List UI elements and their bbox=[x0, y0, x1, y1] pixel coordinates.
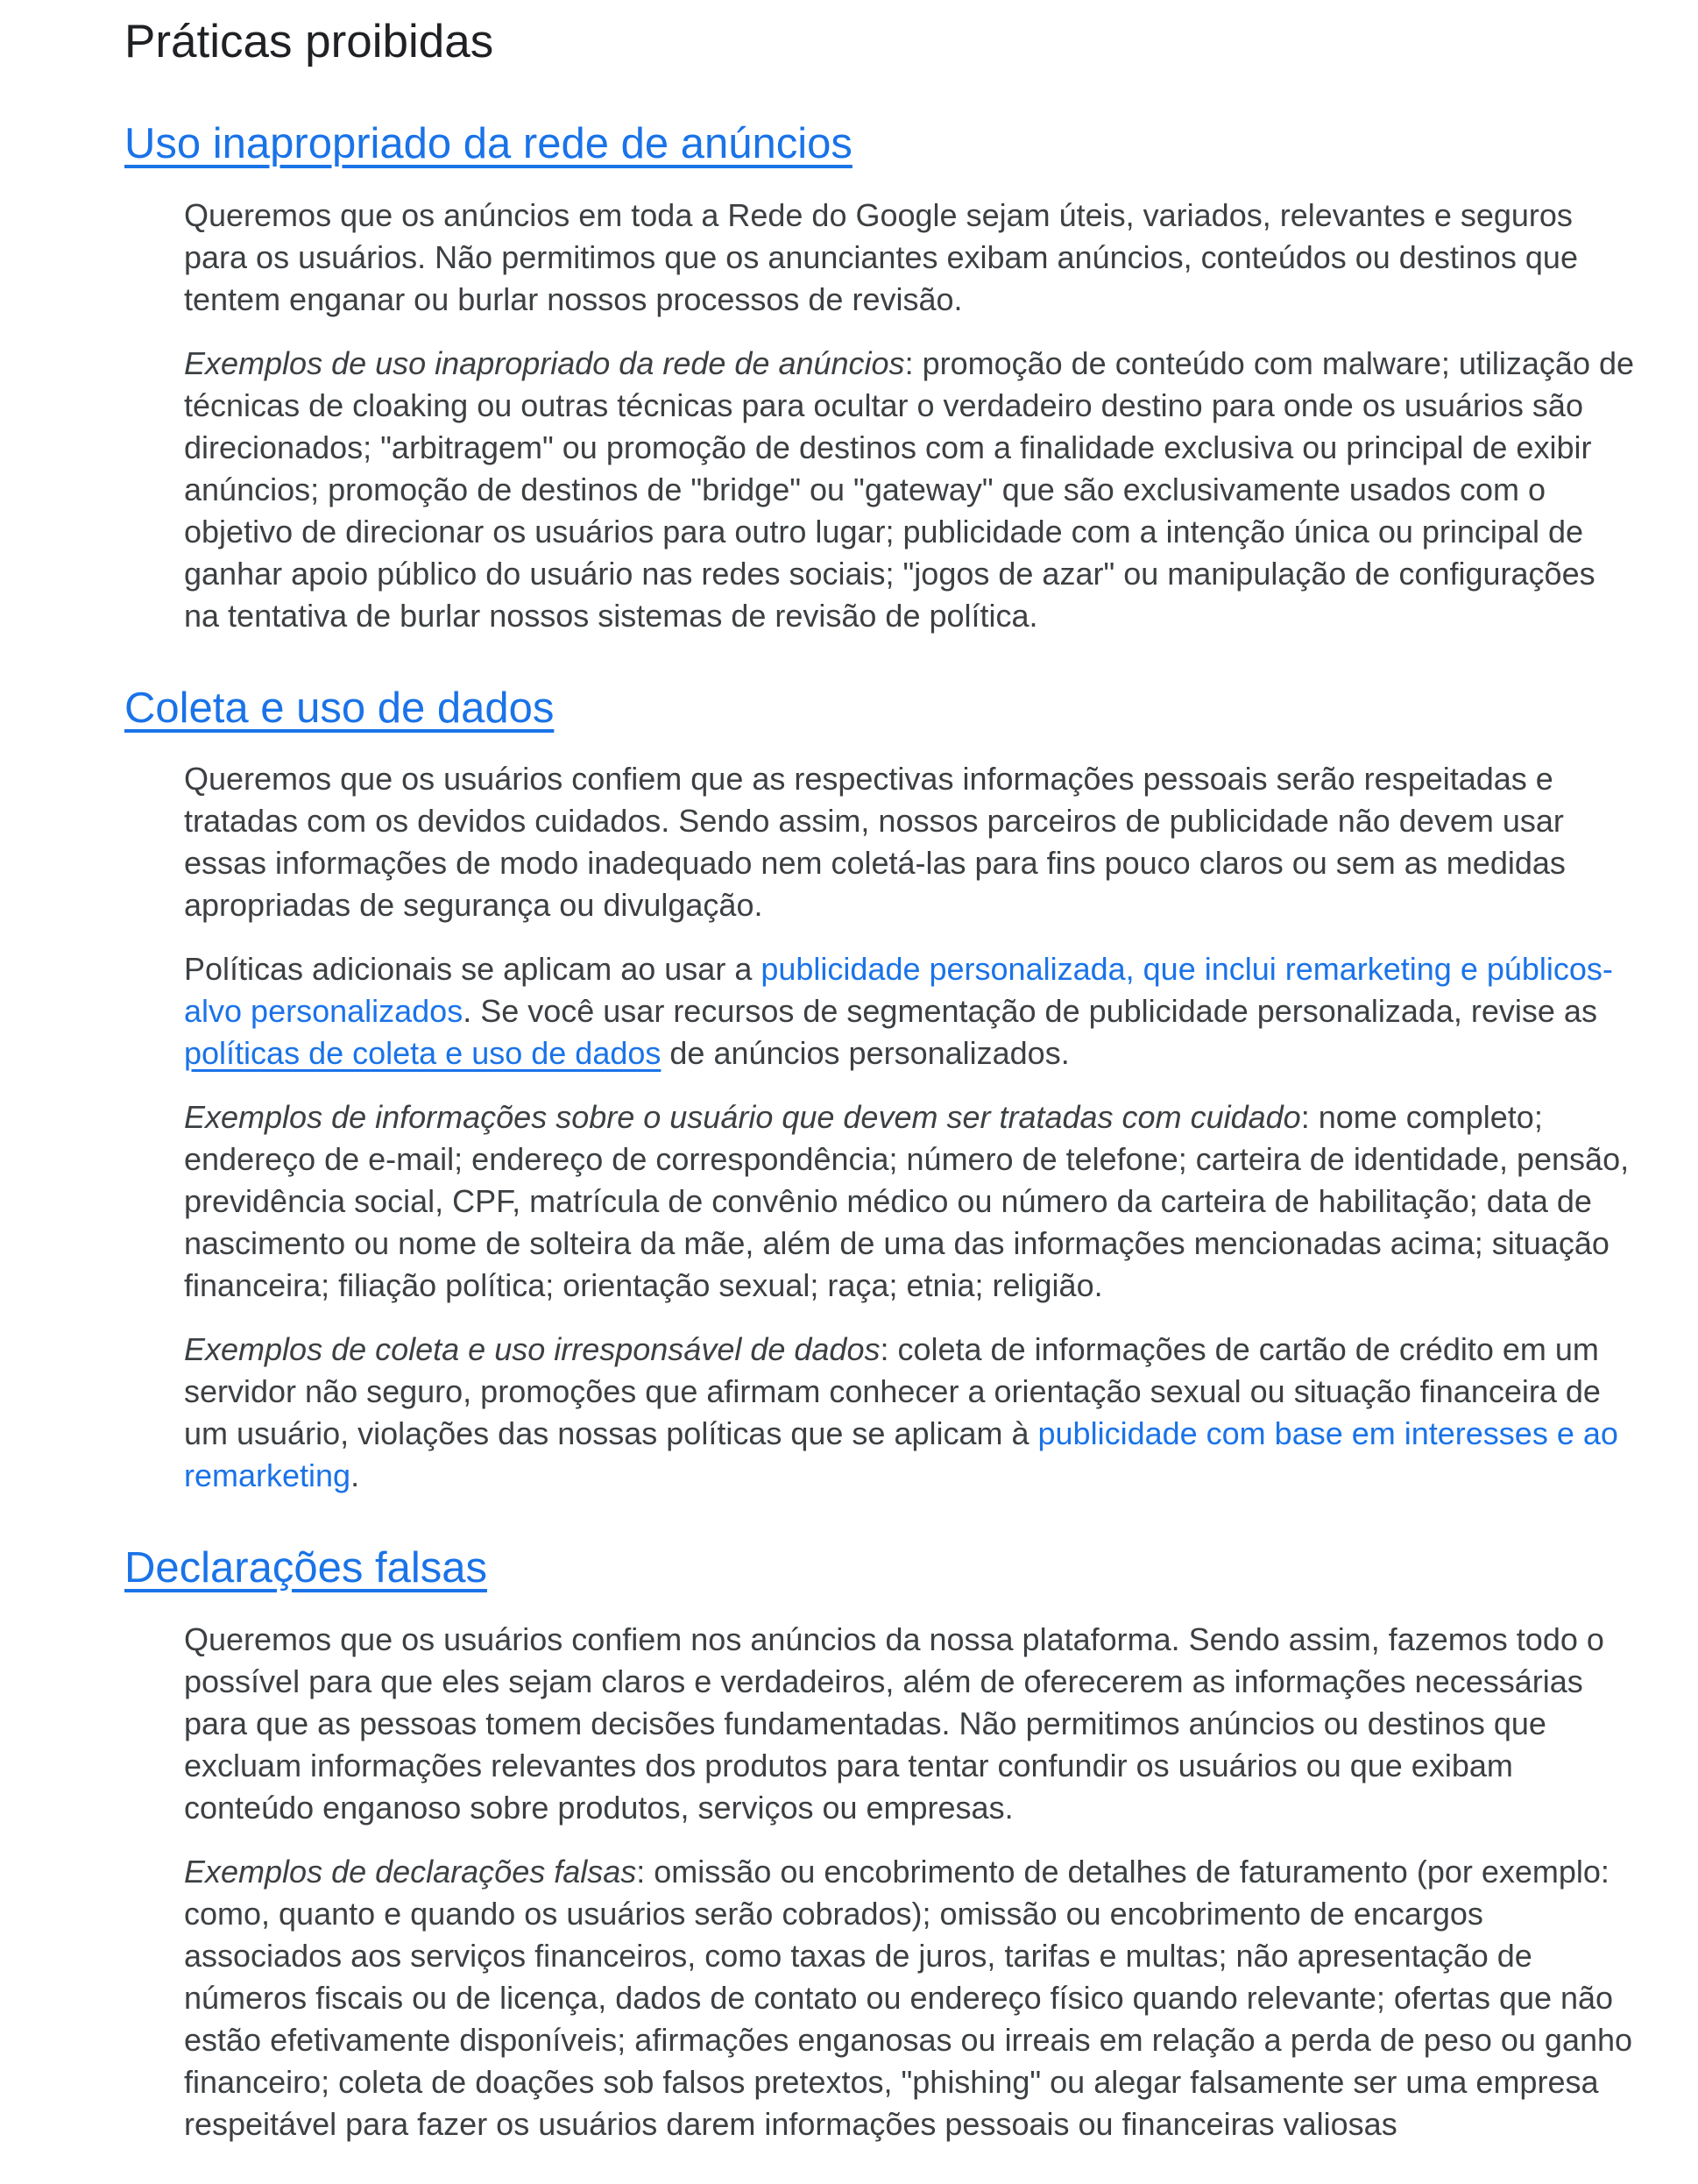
section-heading-link[interactable]: Uso inapropriado da rede de anúncios bbox=[124, 119, 853, 167]
body-paragraph bbox=[184, 1096, 1637, 1307]
policy-section bbox=[124, 683, 1637, 1498]
policy-section bbox=[124, 118, 1637, 637]
text-run: : nome completo; endereço de e-mail; endereço de correspondência; número de telefone; carteira de identidade, pensão, previdência social, CPF, matrícula de convênio médico ou número da carteira de habilitação; data de nascimento ou nome de solteira da mãe, além de uma das informações mencionadas acima; situação financeira; filiação política; orientação sexual; raça; etnia; religião. bbox=[184, 1099, 1630, 1304]
italic-lead-in: Exemplos de coleta e uso irresponsável de dados bbox=[184, 1331, 881, 1368]
text-run: Queremos que os usuários confiem que as respectivas informações pessoais serão respeitadas e tratadas com os devidos cuidados. Sendo assim, nossos parceiros de publicidade não devem usar essas informações de modo inadequado nem coletá-las para fins pouco claros ou sem as medidas apropriadas de segurança ou divulgação. bbox=[184, 761, 1566, 924]
body-paragraph bbox=[184, 195, 1637, 321]
section-heading bbox=[124, 1542, 1637, 1594]
text-run: Queremos que os anúncios em toda a Rede do Google sejam úteis, variados, relevantes e seguros para os usuários. Não permitimos que os anunciantes exibam anúncios, conteúdos ou destinos que tentem enganar ou burlar nossos processos de revisão. bbox=[184, 196, 1578, 317]
body-paragraph bbox=[184, 758, 1637, 926]
inline-link[interactable]: publicidade personalizada, que inclui remarketing e públicos-alvo personalizados bbox=[184, 951, 1613, 1030]
body-paragraph bbox=[184, 948, 1637, 1074]
italic-lead-in: Exemplos de declarações falsas bbox=[184, 1854, 637, 1890]
sections-container bbox=[124, 118, 1637, 2145]
text-run: Queremos que os usuários confiem nos anúncios da nossa plataforma. Sendo assim, fazemos todo o possível para que eles sejam claros e verdadeiros, além de oferecerem as informações necessárias para que as pessoas tomem decisões fundamentadas. Não permitimos anúncios ou destinos que excluam informações relevantes dos produtos para tentar confundir os usuários ou que exibam conteúdo enganoso sobre produtos, serviços ou empresas. bbox=[184, 1621, 1604, 1826]
italic-lead-in: Exemplos de uso inapropriado da rede de anúncios bbox=[184, 344, 905, 381]
inline-link[interactable]: políticas de coleta e uso de dados bbox=[184, 1035, 662, 1072]
text-run: : promoção de conteúdo com malware; utilização de técnicas de cloaking ou outras técnicas para ocultar o verdadeiro destino para onde os usuários são direcionados; "arbitragem" ou promoção de destinos com a finalidade exclusiva ou principal de exibir anúncios; promoção de destinos de "bridge" ou "gateway" que são exclusivamente usados com o objetivo de direcionar os usuários para outro lugar; publicidade com a intenção única ou principal de ganhar apoio público do usuário nas redes sociais; "jogos de azar" ou manipulação de configurações na tentativa de burlar nossos sistemas de revisão de política. bbox=[184, 344, 1635, 634]
body-paragraph bbox=[184, 1619, 1637, 1829]
section-heading-link[interactable]: Coleta e uso de dados bbox=[124, 684, 555, 732]
page-title: Práticas proibidas bbox=[124, 16, 494, 67]
section-heading bbox=[124, 118, 1637, 170]
body-paragraph bbox=[184, 1851, 1637, 2145]
section-heading bbox=[124, 683, 1637, 734]
text-run: : omissão ou encobrimento de detalhes de faturamento (por exemplo: como, quanto e quando os usuários serão cobrados); omissão ou encobrimento de encargos associados aos serviços financeiros, como taxas de juros, tarifas e multas; não apresentação de números fiscais ou de licença, dados de contato ou endereço físico quando relevante; ofertas que não estão efetivamente disponíveis; afirmações enganosas ou irreais em relação a perda de peso ou ganho financeiro; coleta de doações sob falsos pretextos, "phishing" ou alegar falsamente ser uma empresa respeitável para fazer os usuários darem informações pessoais ou financeiras valiosas bbox=[184, 1854, 1633, 2143]
text-run: . bbox=[350, 1457, 360, 1494]
italic-lead-in: Exemplos de informações sobre o usuário que devem ser tratadas com cuidado bbox=[184, 1099, 1301, 1136]
policy-section bbox=[124, 1542, 1637, 2145]
section-heading-link[interactable]: Declarações falsas bbox=[124, 1544, 487, 1592]
text-run: . Se você usar recursos de segmentação de publicidade personalizada, revise as bbox=[463, 993, 1597, 1030]
inline-link[interactable]: publicidade com base em interesses e ao remarketing bbox=[184, 1415, 1618, 1494]
text-run: de anúncios personalizados. bbox=[661, 1035, 1070, 1072]
text-run: : coleta de informações de cartão de crédito em um servidor não seguro, promoções que afirmam conhecer a orientação sexual ou situação financeira de um usuário, violações das nossas políticas que se aplicam à bbox=[184, 1331, 1601, 1452]
body-paragraph bbox=[184, 343, 1637, 637]
body-paragraph bbox=[184, 1329, 1637, 1497]
text-run: Políticas adicionais se aplicam ao usar a bbox=[184, 951, 761, 988]
